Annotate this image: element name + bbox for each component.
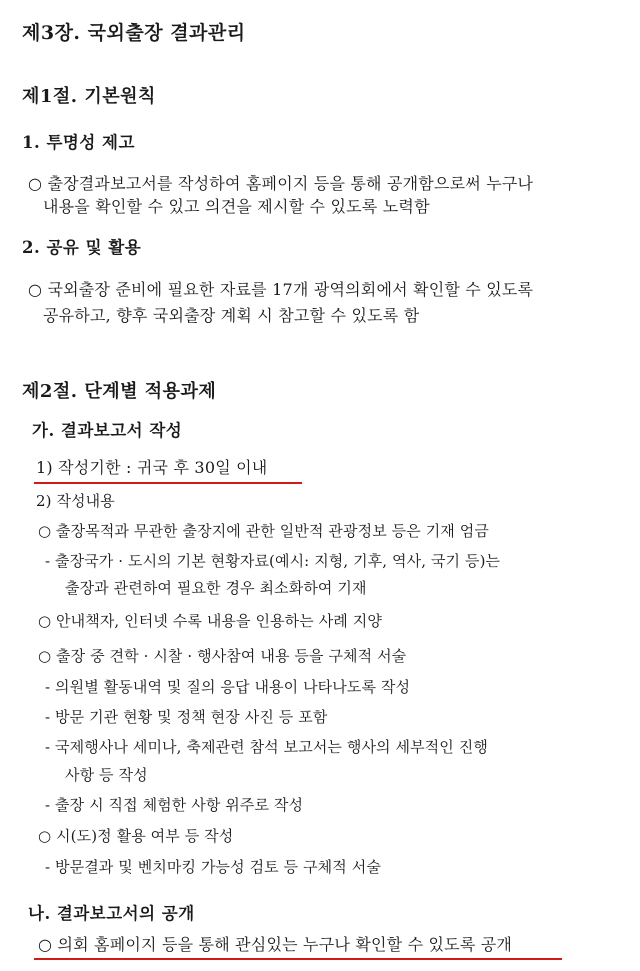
content-line-1: ○ 출장목적과 무관한 출장지에 관한 일반적 관광정보 등은 기재 엄금 (38, 522, 489, 540)
content-line-6: - 의원별 활동내역 및 질의 응답 내용이 나타나도록 작성 (45, 678, 411, 696)
section1-item2-line1: ○ 국외출장 준비에 필요한 자료를 17개 광역의회에서 확인할 수 있도록 (28, 280, 534, 299)
section1-item2-heading: 2. 공유 및 활용 (22, 238, 142, 257)
content-line-5: ○ 출장 중 견학 · 시찰 · 행사참여 내용 등을 구체적 서술 (38, 647, 407, 665)
section1-item1-line1: ○ 출장결과보고서를 작성하여 홈페이지 등을 통해 공개함으로써 누구나 (28, 174, 534, 193)
section2-title: 제2절. 단계별 적용과제 (22, 381, 217, 402)
subsection-b-heading: 나. 결과보고서의 공개 (28, 904, 195, 923)
section1-item1-line2: 내용을 확인할 수 있고 의견을 제시할 수 있도록 노력함 (43, 197, 430, 216)
content-line-12: - 방문결과 및 벤치마킹 가능성 검토 등 구체적 서술 (45, 858, 381, 876)
section1-title: 제1절. 기본원칙 (22, 86, 156, 107)
content-line-8: - 국제행사나 세미나, 축제관련 참석 보고서는 행사의 세부적인 진행 (45, 738, 488, 756)
content-line-3: 출장과 관련하여 필요한 경우 최소화하여 기재 (65, 579, 367, 597)
content-item-heading: 2) 작성내용 (36, 492, 115, 510)
chapter-title: 제3장. 국외출장 결과관리 (22, 22, 246, 44)
subsection-a-heading: 가. 결과보고서 작성 (32, 421, 183, 440)
content-line-10: - 출장 시 직접 체험한 사항 위주로 작성 (45, 796, 304, 814)
disclosure-line: ○ 의회 홈페이지 등을 통해 관심있는 누구나 확인할 수 있도록 공개 (38, 935, 513, 954)
disclosure-underline (34, 958, 562, 960)
deadline-item: 1) 작성기한 : 귀국 후 30일 이내 (36, 458, 268, 477)
content-line-9: 사항 등 작성 (65, 766, 148, 784)
section1-item1-heading: 1. 투명성 제고 (22, 133, 135, 152)
content-line-4: ○ 안내책자, 인터넷 수록 내용을 인용하는 사례 지양 (38, 612, 382, 630)
content-line-7: - 방문 기관 현황 및 정책 현장 사진 등 포함 (45, 708, 328, 726)
deadline-underline (34, 482, 302, 484)
section1-item2-line2: 공유하고, 향후 국외출장 계획 시 참고할 수 있도록 함 (43, 306, 420, 325)
content-line-2: - 출장국가 · 도시의 기본 현황자료(예시: 지형, 기후, 역사, 국기 등)는 (45, 552, 501, 570)
content-line-11: ○ 시(도)정 활용 여부 등 작성 (38, 827, 234, 845)
